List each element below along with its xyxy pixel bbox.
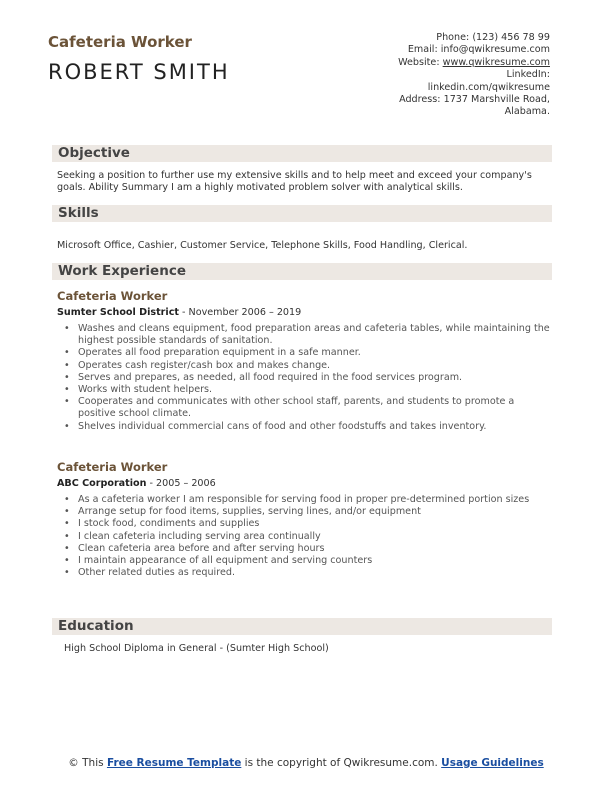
list-item: • Other related duties as required. [57, 567, 552, 579]
list-item: • I stock food, condiments and supplies [57, 518, 552, 530]
section-title: Education [58, 618, 134, 634]
contact-linkedin: linkedin.com/qwikresume [427, 81, 550, 93]
education-text: High School Diploma in General - (Sumter High School) [64, 643, 329, 654]
skills-text: Microsoft Office, Cashier, Customer Service, Telephone Skills, Food Handling, Clerical. [57, 240, 468, 251]
list-item: • Operates cash register/cash box and makes change. [57, 360, 552, 372]
job-2-duties [57, 494, 552, 579]
candidate-name: ROBERT SMITH [48, 60, 230, 84]
contact-address-line2: Alabama. [504, 106, 550, 118]
contact-email: Email: info@qwikresume.com [407, 44, 550, 56]
education-section-header [52, 618, 552, 635]
resume-header [48, 33, 230, 85]
contact-linkedin-label: LinkedIn: [506, 69, 550, 81]
list-item: • Washes and cleans equipment, food preparation areas and cafeteria tables, while maintaining the highest possible standards of sanitation. [57, 323, 552, 347]
section-title: Work Experience [58, 263, 186, 279]
free-resume-template-link[interactable]: Free Resume Template [106, 757, 242, 769]
job-1-dates: - November 2006 – 2019 [178, 307, 302, 318]
list-item: • Operates all food preparation equipment in a safe manner. [57, 347, 552, 359]
list-item: • Cooperates and communicates with other school staff, parents, and students to promote a positive school climate. [57, 396, 552, 420]
list-item: • I clean cafeteria including serving area continually [57, 531, 552, 543]
job-2-employer: ABC Corporation [57, 478, 147, 489]
list-item: • Clean cafeteria area before and after serving hours [57, 543, 552, 555]
job-1-duties [57, 323, 552, 433]
job-2-dates: - 2005 – 2006 [146, 478, 216, 489]
contact-website: Website: www.qwikresume.com [398, 56, 550, 68]
list-item: • Shelves individual commercial cans of food and other foodstuffs and takes inventory. [57, 421, 552, 433]
section-title: Skills [58, 205, 99, 221]
objective-text: Seeking a position to further use my extensive skills and to help meet and exceed your company's goals. Ability Summary I am a highly motivated problem solver with analytical skills. [57, 170, 532, 193]
job-1-employer: Sumter School District [57, 307, 179, 318]
list-item: • I maintain appearance of all equipment and serving counters [57, 555, 552, 567]
list-item: • Works with student helpers. [57, 384, 552, 396]
job-2-title: Cafeteria Worker [57, 460, 168, 474]
contact-phone: Phone: (123) 456 78 99 [436, 32, 550, 43]
job-1-employer-line [57, 307, 301, 319]
list-item: • Arrange setup for food items, supplies, serving lines, and/or equipment [57, 506, 552, 518]
job-1-title: Cafeteria Worker [57, 289, 168, 303]
objective-section-header [52, 145, 552, 162]
usage-guidelines-link[interactable]: Usage Guidelines [441, 757, 544, 769]
job-2-employer-line [57, 478, 216, 490]
contact-block [320, 32, 550, 119]
work-section-header [52, 263, 552, 280]
list-item: • As a cafeteria worker I am responsible for serving food in proper pre-determined portion sizes [57, 494, 552, 506]
contact-address: Address: 1737 Marshville Road, [399, 94, 550, 106]
list-item: • Serves and prepares, as needed, all food required in the food services program. [57, 372, 552, 384]
copyright-footer: © This Free Resume Template is the copyright of Qwikresume.com. Usage Guidelines [68, 757, 544, 769]
section-title: Objective [58, 145, 130, 161]
job-title: Cafeteria Worker [48, 33, 192, 51]
skills-section-header [52, 205, 552, 222]
website-link[interactable]: www.qwikresume.com [442, 56, 550, 68]
